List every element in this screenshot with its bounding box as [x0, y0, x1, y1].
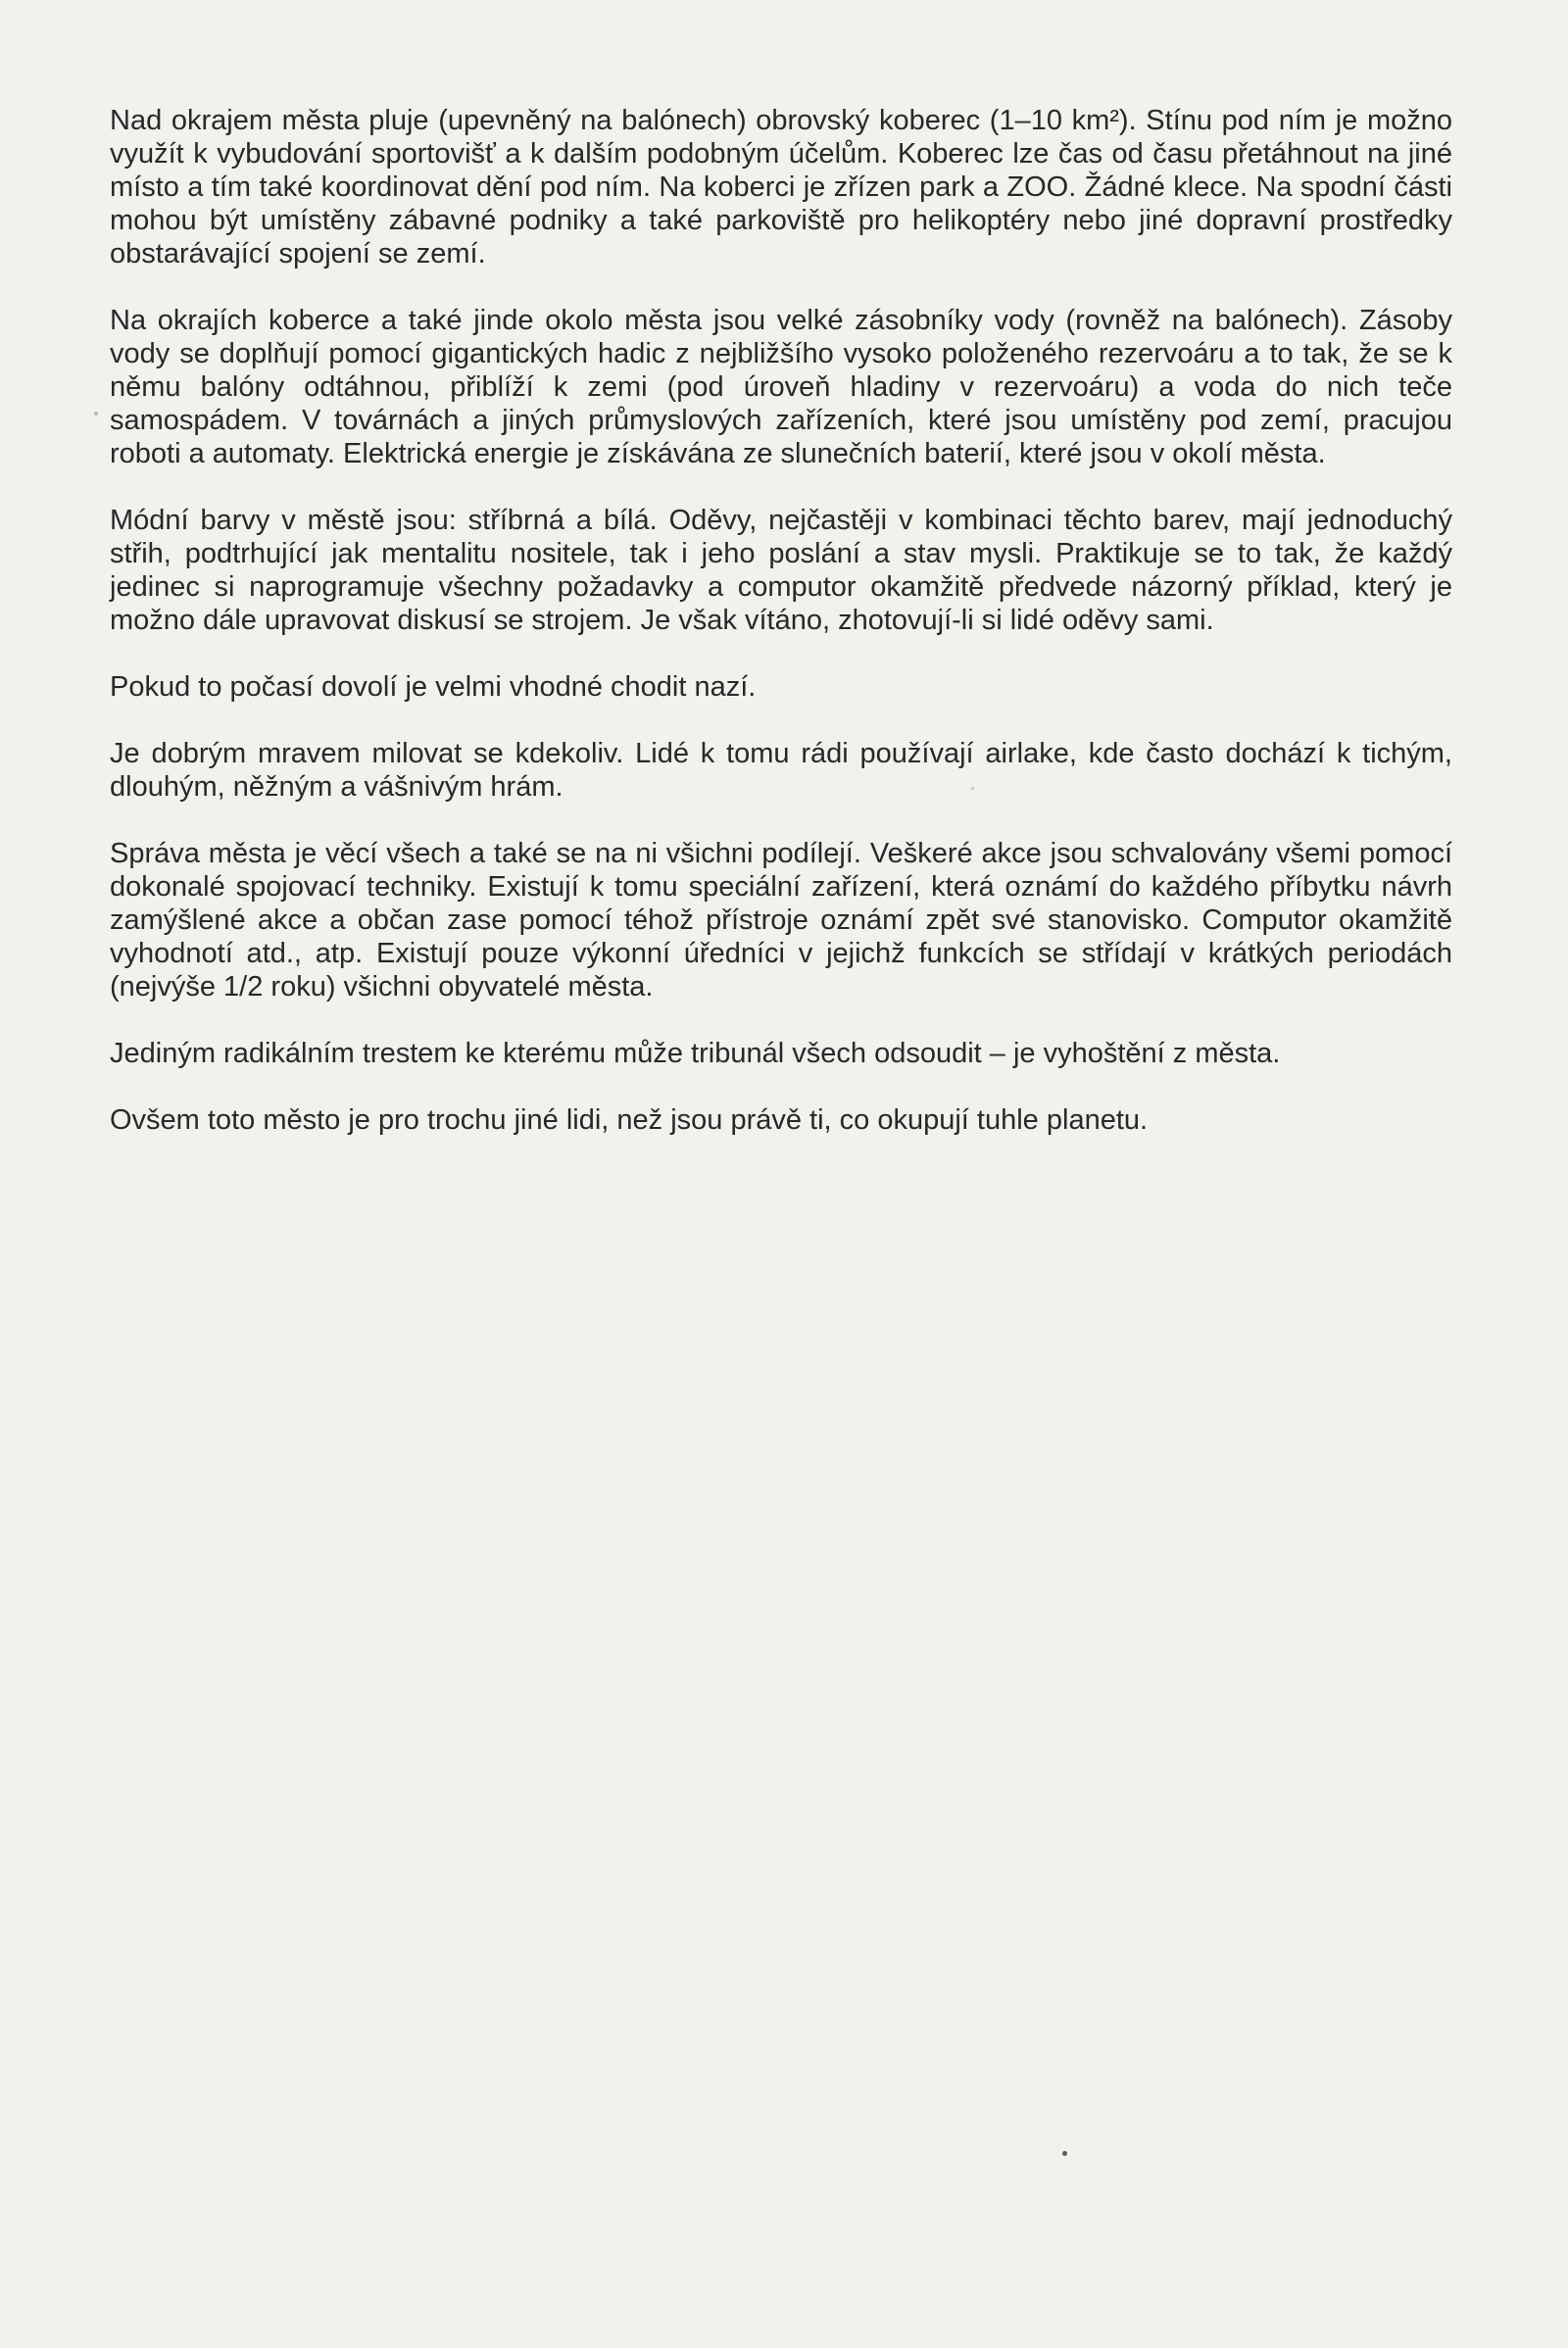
paper-speck	[94, 412, 98, 416]
paragraph-weather: Pokud to počasí dovolí je velmi vhodné chodit nazí.	[110, 671, 757, 703]
paragraph-fashion: Módní barvy v městě jsou: stříbrná a bílá. Oděvy, nejčastěji v kombinaci těchto barev, mají jednoduchý střih, podtrhující jak mentalitu nositele, tak i jeho poslání a stav mysli. Praktikuje se to tak, že každý jedinec si naprogramuje všechny požadavky a computor okamžitě předvede názorný příklad, který je možno dále upravovat diskusí se strojem. Je však vítáno, zhotovují-li si lidé oděvy sami.	[110, 505, 1452, 636]
paragraph-city-administration: Správa města je věcí všech a také se na ni všichni podílejí. Veškeré akce jsou schvalovány všemi pomocí dokonalé spojovací techniky. Existují k tomu speciální zařízení, která oznámí do každého příbytku návrh zamýšlené akce a občan zase pomocí téhož přístroje oznámí zpět své stanovisko. Computor okamžitě vyhodnotí atd., atp. Existují pouze výkonní úředníci v jejichž funkcích se střídají v krátkých periodách (nejvýše 1/2 roku) všichni obyvatelé města.	[110, 838, 1452, 1003]
paragraph-water-reservoirs: Na okrajích koberce a také jinde okolo města jsou velké zásobníky vody (rovněž na balónech). Zásoby vody se doplňují pomocí gigantických hadic z nejbližšího vysoko položeného rezervoáru a to tak, že se k němu balóny odtáhnou, přiblíží k zemi (pod úroveň hladiny v rezervoáru) a voda do nich teče samospádem. V továrnách a jiných průmyslových zařízeních, které jsou umístěny pod zemí, pracujou roboti a automaty. Elektrická energie je získávána ze slunečních baterií, které jsou v okolí města.	[110, 305, 1452, 469]
paper-speck	[971, 787, 974, 790]
paragraph-closing: Ovšem toto město je pro trochu jiné lidi, než jsou právě ti, co okupují tuhle planetu.	[110, 1104, 1149, 1136]
paragraph-floating-carpet: Nad okrajem města pluje (upevněný na balónech) obrovský koberec (1–10 km²). Stínu pod ním je možno využít k vybudování sportovišť a k dalším podobným účelům. Koberec lze čas od času přetáhnout na jiné místo a tím také koordinovat dění pod ním. Na koberci je zřízen park a ZOO. Žádné klece. Na spodní části mohou být umístěny zábavné podniky a také parkoviště pro helikoptéry nebo jiné dopravní prostředky obstarávající spojení se zemí.	[110, 105, 1452, 269]
body-text	[110, 104, 1452, 1170]
paragraph-punishment: Jediným radikálním trestem ke kterému může tribunál všech odsoudit – je vyhoštění z města.	[110, 1038, 1281, 1069]
paragraph-customs: Je dobrým mravem milovat se kdekoliv. Lidé k tomu rádi používají airlake, kde často dochází k tichým, dlouhým, něžným a vášnivým hrám.	[110, 738, 1452, 803]
ink-speck	[1062, 2151, 1067, 2156]
